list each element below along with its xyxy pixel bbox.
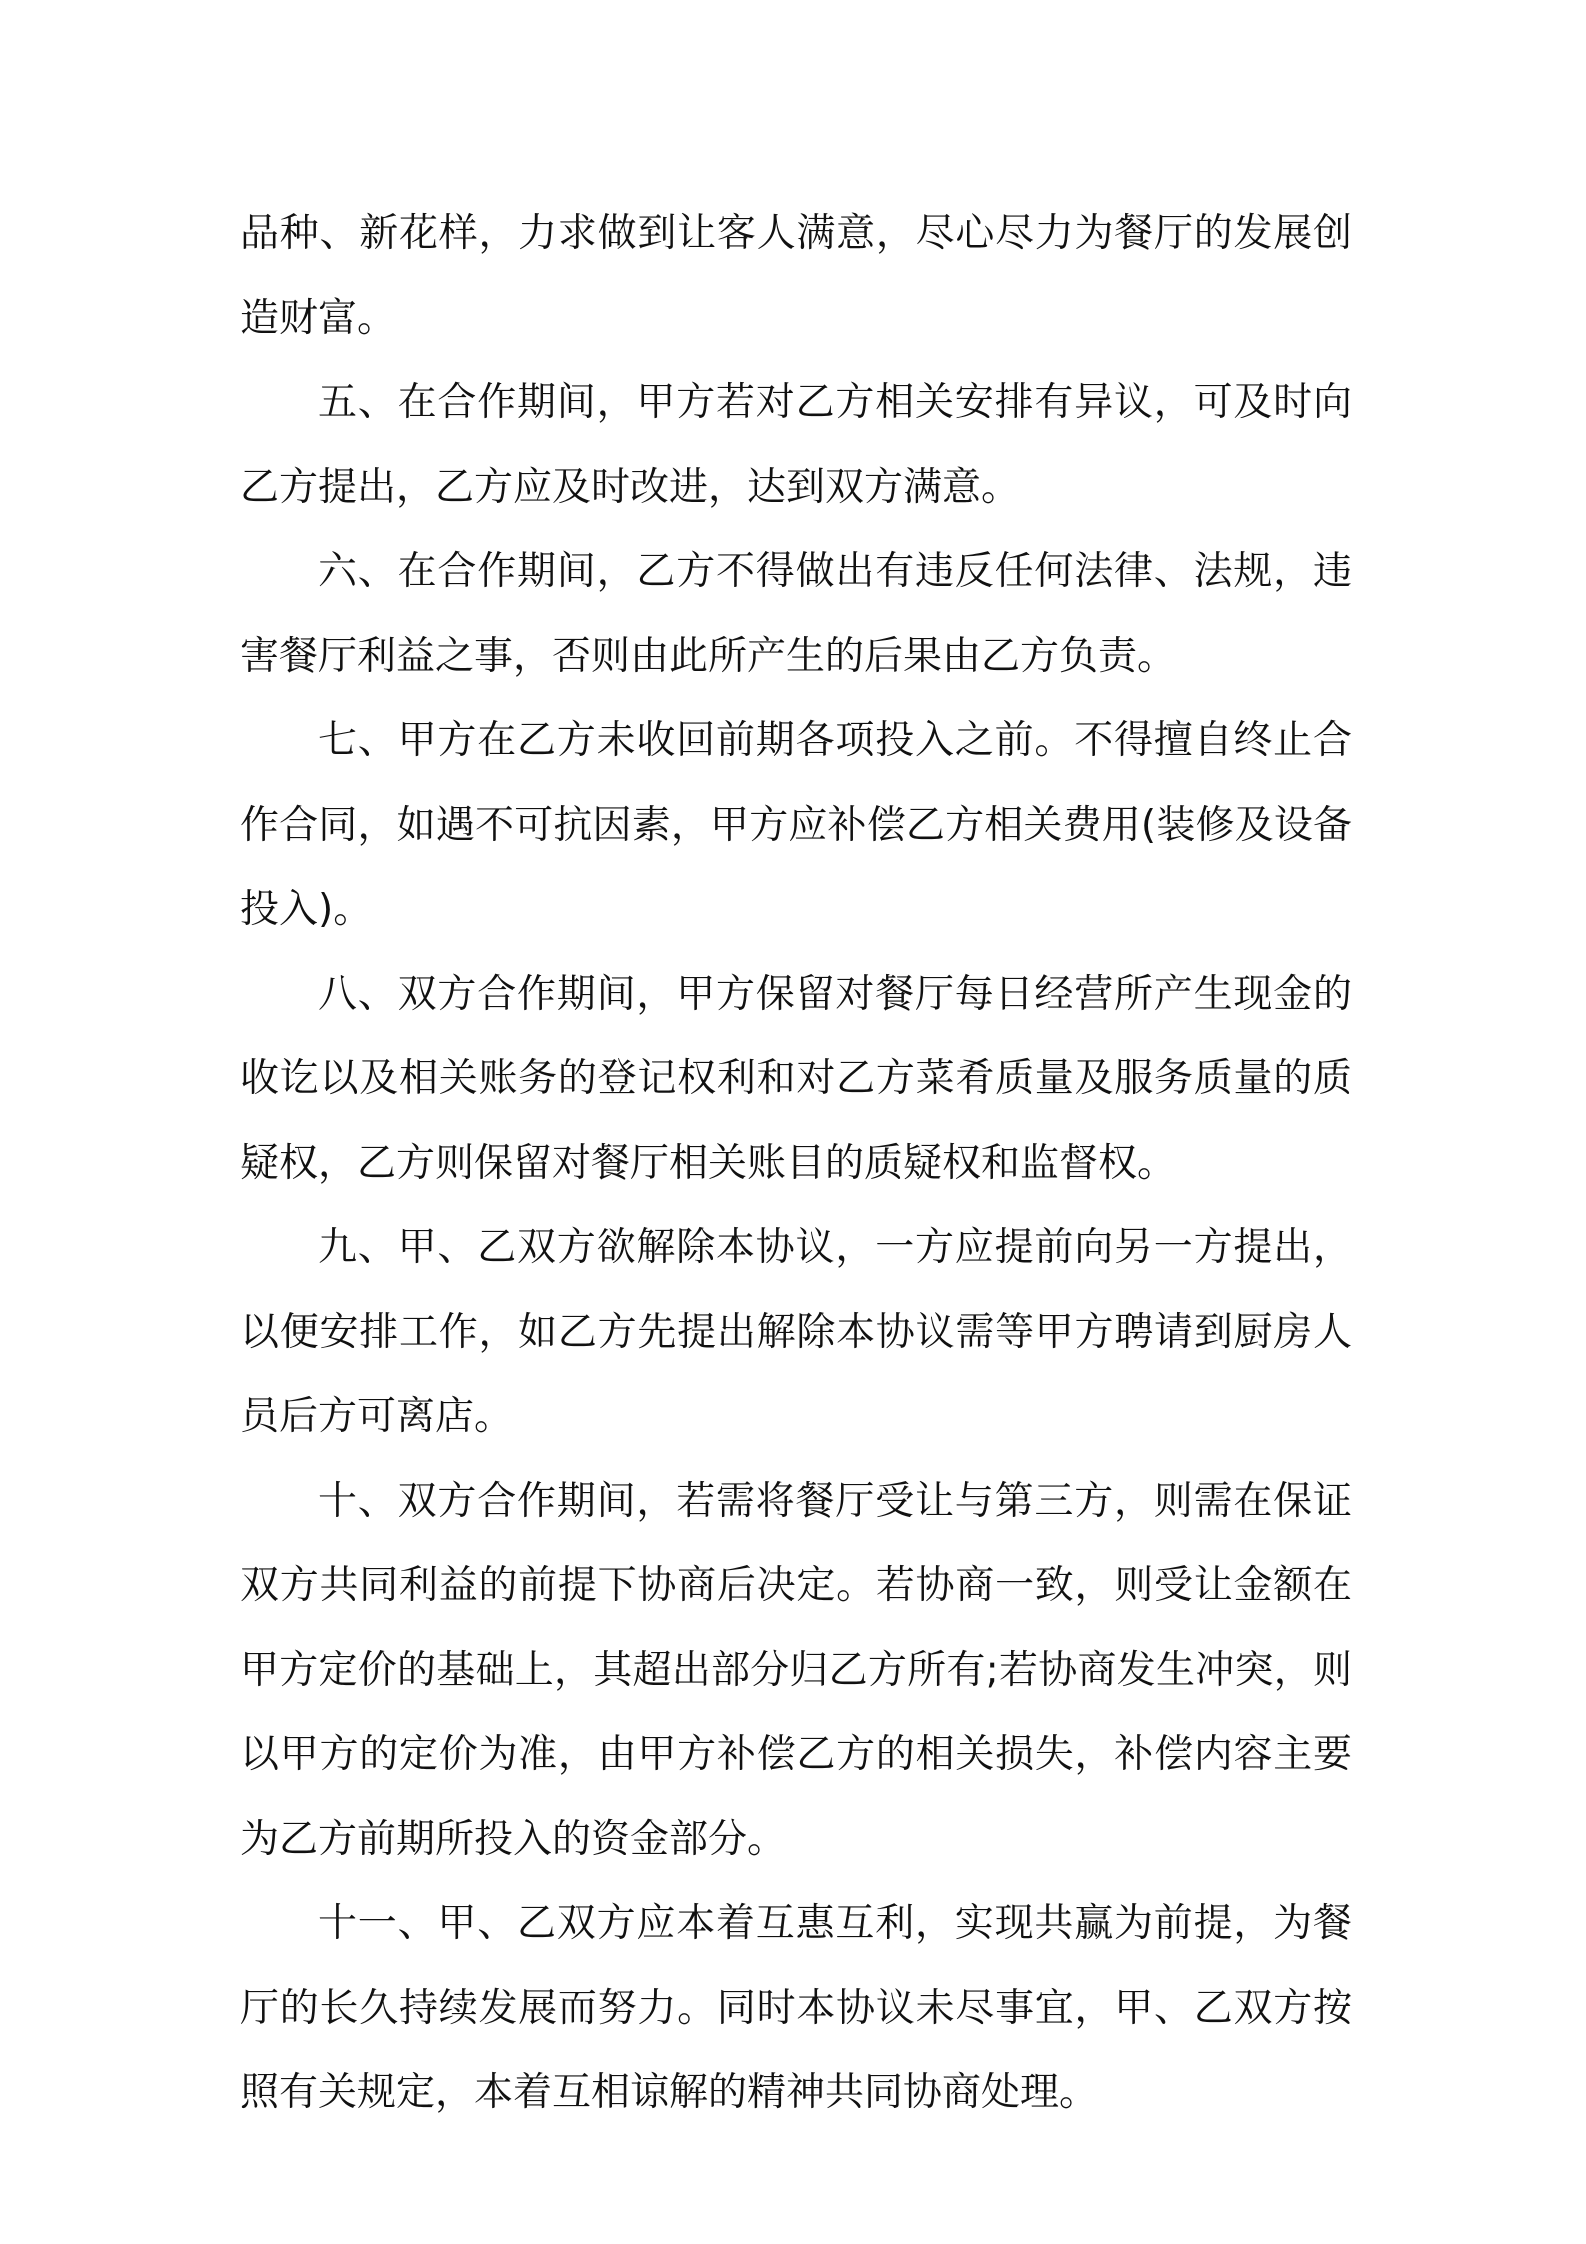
- paragraph-clause-5: 五、在合作期间，甲方若对乙方相关安排有异议，可及时向乙方提出，乙方应及时改进，达到双方满意。: [240, 380, 1352, 510]
- paragraph-clause-6: 六、在合作期间，乙方不得做出有违反任何法律、法规，违害餐厅利益之事，否则由此所产生的后果由乙方负责。: [240, 549, 1352, 679]
- paragraph-clause-9: 九、甲、乙双方欲解除本协议，一方应提前向另一方提出，以便安排工作，如乙方先提出解除本协议需等甲方聘请到厨房人员后方可离店。: [240, 1225, 1352, 1439]
- paragraph-clause-10: 十、双方合作期间，若需将餐厅受让与第三方，则需在保证双方共同利益的前提下协商后决定。若协商一致，则受让金额在甲方定价的基础上，其超出部分归乙方所有;若协商发生冲突，则以甲方的定价为准，由甲方补偿乙方的相关损失，补偿内容主要为乙方前期所投入的资金部分。: [240, 1478, 1352, 1862]
- document-body: [240, 192, 1352, 2136]
- paragraph-clause-11: 十一、甲、乙双方应本着互惠互利，实现共赢为前提，为餐厅的长久持续发展而努力。同时本协议未尽事宜，甲、乙双方按照有关规定，本着互相谅解的精神共同协商处理。: [240, 1901, 1352, 2115]
- paragraph-clause-8: 八、双方合作期间，甲方保留对餐厅每日经营所产生现金的收讫以及相关账务的登记权利和对乙方菜肴质量及服务质量的质疑权，乙方则保留对餐厅相关账目的质疑权和监督权。: [240, 971, 1352, 1186]
- paragraph-clause-7: 七、甲方在乙方未收回前期各项投入之前。不得擅自终止合作合同，如遇不可抗因素，甲方应补偿乙方相关费用(装修及设备投入)。: [240, 718, 1352, 932]
- paragraph-continuation: 品种、新花样，力求做到让客人满意，尽心尽力为餐厅的发展创造财富。: [240, 211, 1352, 341]
